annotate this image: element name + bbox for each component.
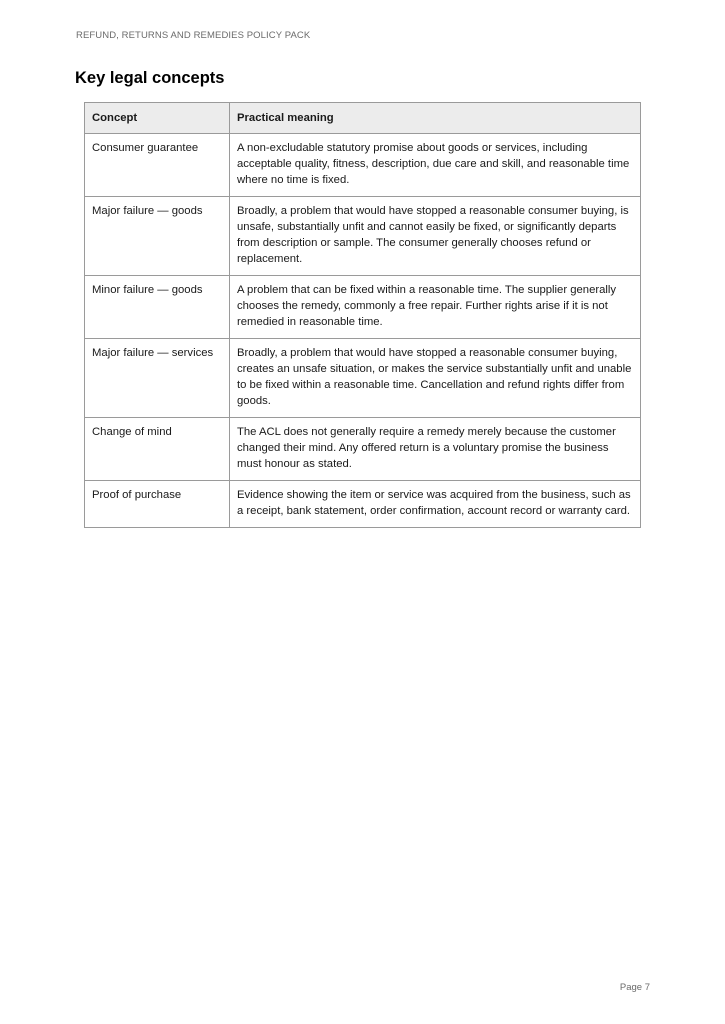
concept-cell: Change of mind bbox=[85, 418, 230, 481]
concept-cell: Major failure — goods bbox=[85, 197, 230, 276]
meaning-cell: A problem that can be fixed within a reasonable time. The supplier generally chooses the remedy, commonly a free repair. Further rights arise if it is not remedied in reasonable time. bbox=[230, 276, 641, 339]
concepts-table bbox=[84, 102, 641, 528]
column-header-meaning: Practical meaning bbox=[230, 103, 641, 134]
concept-cell: Major failure — services bbox=[85, 339, 230, 418]
table-row bbox=[85, 481, 641, 528]
running-header: REFUND, RETURNS AND REMEDIES POLICY PACK bbox=[76, 30, 311, 41]
table-row bbox=[85, 276, 641, 339]
meaning-cell: Broadly, a problem that would have stopped a reasonable consumer buying, is unsafe, substantially unfit and cannot easily be fixed, or significantly departs from description or sample. The consumer generally chooses refund or replacement. bbox=[230, 197, 641, 276]
page-number: Page 7 bbox=[619, 982, 650, 993]
meaning-cell: Evidence showing the item or service was acquired from the business, such as a receipt, bank statement, order confirmation, account record or warranty card. bbox=[230, 481, 641, 528]
concept-cell: Consumer guarantee bbox=[85, 134, 230, 197]
table-row bbox=[85, 197, 641, 276]
column-header-concept: Concept bbox=[85, 103, 230, 134]
section-title: Key legal concepts bbox=[75, 69, 225, 87]
concept-cell: Minor failure — goods bbox=[85, 276, 230, 339]
table-row bbox=[85, 339, 641, 418]
table-row bbox=[85, 418, 641, 481]
concept-cell: Proof of purchase bbox=[85, 481, 230, 528]
meaning-cell: Broadly, a problem that would have stopped a reasonable consumer buying, creates an unsafe situation, or makes the service substantially unfit and unable to be fixed within a reasonable time. Cancellation and refund rights differ from goods. bbox=[230, 339, 641, 418]
table-header-row bbox=[85, 103, 641, 134]
meaning-cell: The ACL does not generally require a remedy merely because the customer changed their mind. Any offered return is a voluntary promise the business must honour as stated. bbox=[230, 418, 641, 481]
meaning-cell: A non-excludable statutory promise about goods or services, including acceptable quality, fitness, description, due care and skill, and reasonable time where no time is fixed. bbox=[230, 134, 641, 197]
table-row bbox=[85, 134, 641, 197]
